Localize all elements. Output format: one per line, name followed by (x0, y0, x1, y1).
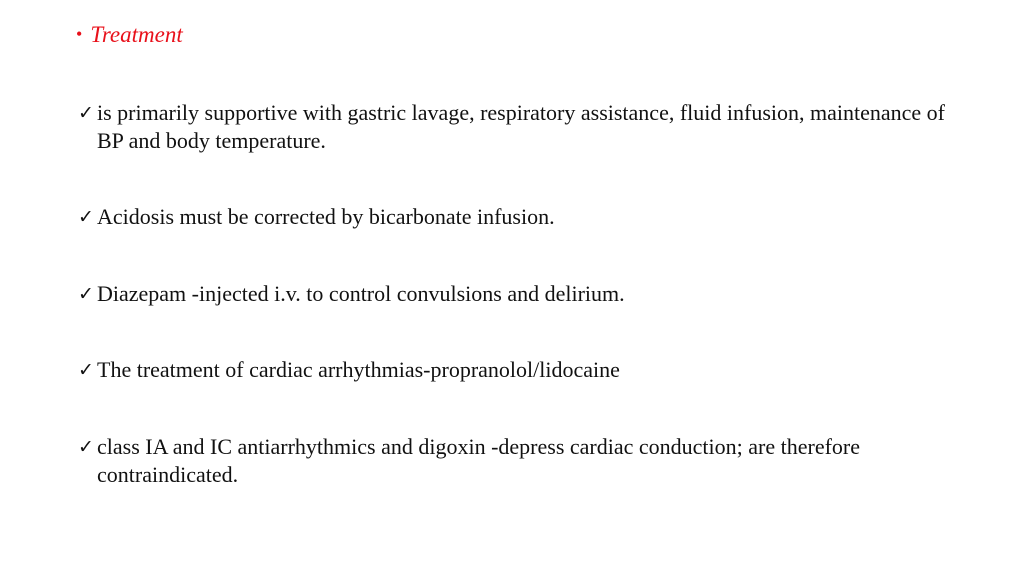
list-item-text: Acidosis must be corrected by bicarbonate infusion. (97, 204, 555, 229)
checkmark-icon: ✓ (78, 102, 94, 124)
list-item-text: class IA and IC antiarrhythmics and digoxin -depress cardiac conduction; are therefore contraindicated. (97, 434, 860, 487)
checkmark-icon: ✓ (78, 436, 94, 458)
list-item (78, 203, 948, 231)
list-item (78, 280, 948, 308)
list-item-text: is primarily supportive with gastric lavage, respiratory assistance, fluid infusion, maintenance of BP and body temperature. (97, 100, 945, 153)
bullet-icon: • (76, 24, 83, 44)
list-item (78, 356, 948, 384)
checkmark-icon: ✓ (78, 206, 94, 228)
list-item (78, 99, 948, 155)
checkmark-icon: ✓ (78, 283, 94, 305)
list-item (78, 433, 948, 489)
checkmark-icon: ✓ (78, 359, 94, 381)
list-item-text: The treatment of cardiac arrhythmias-propranolol/lidocaine (97, 357, 620, 382)
heading-text: Treatment (90, 22, 183, 47)
slide-heading (76, 22, 183, 48)
list-item-text: Diazepam -injected i.v. to control convulsions and delirium. (97, 281, 625, 306)
